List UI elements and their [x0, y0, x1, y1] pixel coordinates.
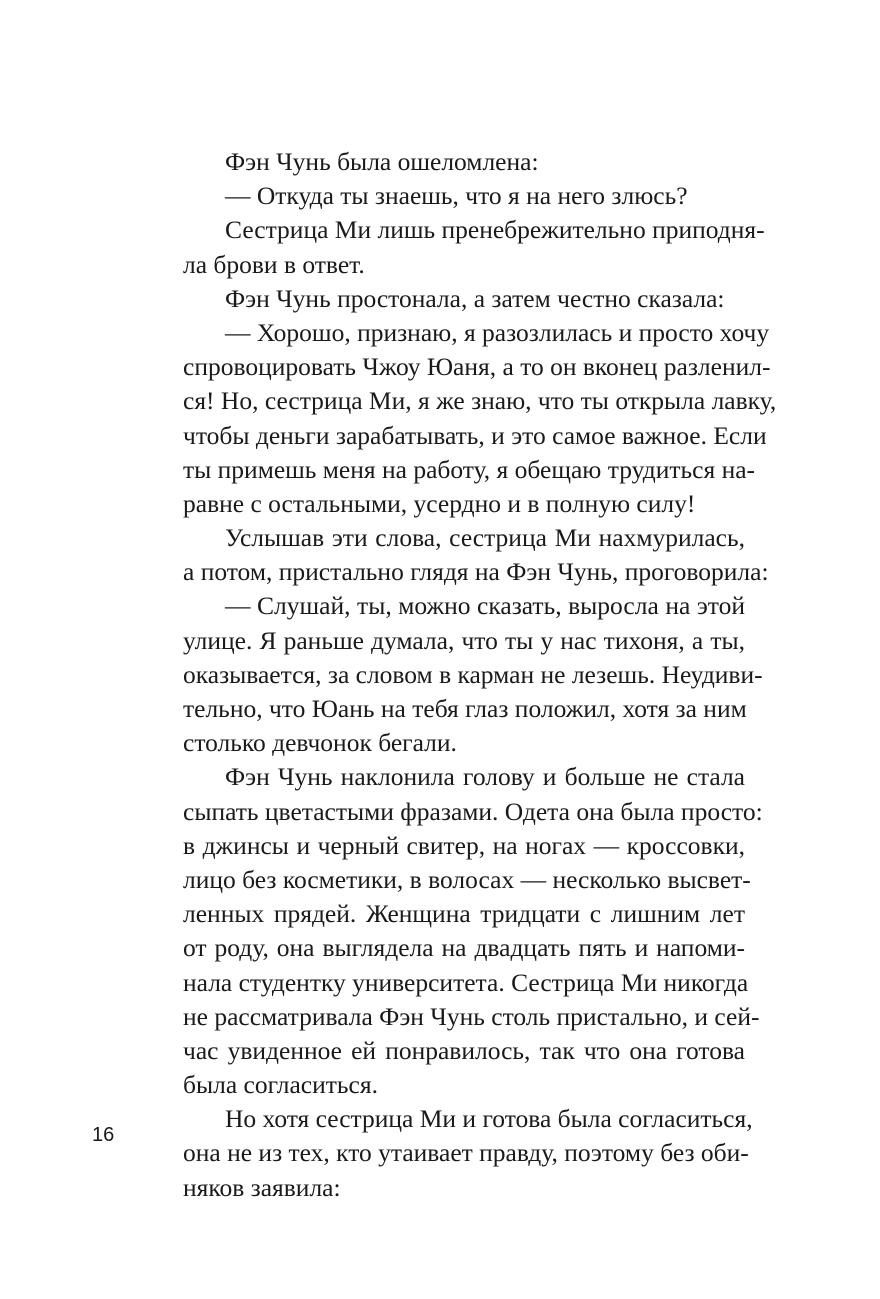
text-line: она не из тех, кто утаивает правду, поэтому без оби- [183, 1138, 749, 1168]
text-line: ленных прядей. Женщина тридцати с лишним лет [183, 899, 745, 929]
text-line: в джинсы и черный свитер, на ногах — кроссовки, [183, 830, 745, 860]
text-line: оказывается, за словом в карман не лезешь. Неудиви- [183, 659, 763, 689]
page-number: 16 [92, 1124, 115, 1146]
text-line: чтобы деньги зарабатывать, и это самое важное. Если [183, 420, 767, 450]
text-line: тельно, что Юань на тебя глаз положил, хотя за ним [183, 694, 747, 723]
text-line: равне с остальными, усердно и в полную силу! [183, 488, 696, 518]
text-line: ла брови в ответ. [183, 249, 365, 279]
text-line: Сестрица Ми лишь пренебрежительно приподня- [225, 215, 765, 245]
text-line: Но хотя сестрица Ми и готова была согласиться, [225, 1104, 753, 1134]
body-text [183, 145, 777, 1205]
text-line: — Откуда ты знаешь, что я на него злюсь? [225, 181, 688, 211]
text-line: Фэн Чунь была ошеломлена: [225, 147, 539, 176]
text-line: спровоцировать Чжоу Юаня, а то он вконец разленил- [183, 352, 771, 382]
text-line: а потом, пристально глядя на Фэн Чунь, проговорила: [183, 557, 769, 587]
text-line: час увиденное ей понравилось, так что она готова [183, 1035, 745, 1065]
text-line: от роду, она выглядела на двадцать пять и напоми- [183, 933, 745, 963]
text-line: Фэн Чунь простонала, а затем честно сказала: [225, 283, 725, 313]
text-line: столько девчонок бегали. [183, 728, 457, 758]
text-line: няков заявила: [183, 1172, 341, 1202]
text-line: сыпать цветастыми фразами. Одета она была просто: [183, 796, 763, 826]
text-line: была согласиться. [183, 1070, 378, 1100]
text-line: Фэн Чунь наклонила голову и больше не стала [225, 762, 745, 792]
text-line: — Хорошо, признаю, я разозлилась и просто хочу [225, 317, 770, 347]
text-line: не рассматривала Фэн Чунь столь пристально, и сей- [183, 1001, 760, 1031]
text-line: ся! Но, сестрица Ми, я же знаю, что ты открыла лавку, [183, 386, 777, 416]
text-line: улице. Я раньше думала, что ты у нас тихоня, а ты, [183, 625, 745, 655]
text-line: лицо без косметики, в волосах — несколько высвет- [183, 864, 751, 894]
text-line: нала студентку университета. Сестрица Ми никогда [183, 967, 749, 997]
text-line: Услышав эти слова, сестрица Ми нахмурилась, [225, 523, 745, 553]
text-line: — Слушай, ты, можно сказать, выросла на этой [225, 591, 745, 621]
text-line: ты примешь меня на работу, я обещаю трудиться на- [183, 454, 756, 484]
